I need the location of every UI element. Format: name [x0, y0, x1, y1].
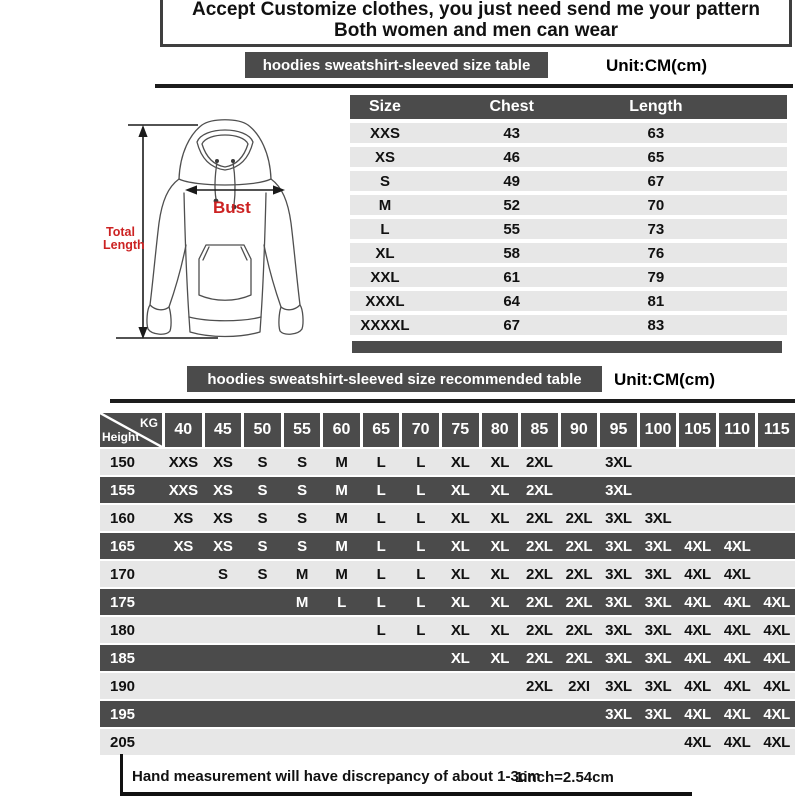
recommended-size-cell: L	[416, 593, 426, 611]
length-cell: 83	[647, 316, 665, 334]
size-chart-table	[350, 95, 787, 339]
recommended-size-cell: 4XL	[684, 565, 711, 583]
recommended-size-cell: XS	[213, 453, 233, 471]
chest-cell: 67	[503, 316, 521, 334]
recommended-size-cell: 3XL	[644, 537, 672, 555]
recommended-size-cell: XS	[213, 537, 233, 555]
recommended-size-cell: 4XL	[723, 705, 751, 723]
recommended-size-cell: L	[416, 509, 426, 527]
recommended-size-cell: 4XL	[723, 677, 751, 695]
weight-header-cell: 105	[679, 413, 716, 447]
size-table-row	[350, 195, 787, 215]
recommended-size-cell: XS	[173, 509, 193, 527]
total-length-label-line2: Length	[103, 238, 145, 252]
size-cell: L	[380, 220, 390, 238]
recommended-size-cell: M	[295, 593, 309, 611]
recommended-size-cell: L	[376, 481, 386, 499]
height-cell: 175	[110, 593, 136, 611]
chest-cell: 64	[503, 292, 521, 310]
length-cell: 81	[647, 292, 665, 310]
recommended-size-cell: 2XL	[565, 509, 593, 527]
height-cell: 195	[110, 705, 136, 723]
recommended-size-cell: L	[376, 509, 386, 527]
divider-line-2	[110, 399, 795, 403]
recommended-size-cell: L	[416, 481, 426, 499]
inch-conversion-note: 1inch=2.54cm	[515, 769, 614, 786]
height-cell: 180	[110, 621, 136, 639]
length-cell: 76	[647, 244, 665, 262]
recommended-size-cell: M	[335, 565, 348, 583]
total-length-label-line1: Total	[106, 225, 135, 239]
recommended-size-cell: 3XL	[605, 593, 632, 611]
recommended-size-cell: 3XL	[644, 649, 672, 667]
weight-header-cell: 115	[758, 413, 795, 447]
weight-header-cell: 45	[205, 413, 242, 447]
chest-cell: 46	[503, 148, 521, 166]
recommended-size-cell: 2XL	[565, 593, 593, 611]
recommended-size-cell: S	[297, 509, 307, 527]
weight-header-cell: 90	[561, 413, 598, 447]
recommended-size-cell: 3XL	[605, 481, 632, 499]
recommended-size-cell: M	[335, 509, 348, 527]
recommended-size-cell: S	[257, 481, 268, 499]
recommended-size-cell: 3XL	[644, 677, 672, 695]
length-cell: 79	[647, 268, 665, 286]
recommended-size-cell: 4XL	[684, 733, 711, 751]
size-table-row	[350, 123, 787, 143]
recommended-size-cell: 3XL	[644, 593, 672, 611]
height-cell: 160	[110, 509, 136, 527]
weight-header-cell: 110	[719, 413, 756, 447]
recommended-size-cell: 3XL	[605, 705, 632, 723]
recommended-size-cell: 4XL	[763, 677, 791, 695]
recommended-table-header-row	[100, 413, 795, 447]
bust-label: Bust	[213, 198, 251, 217]
recommended-size-cell: 4XL	[723, 621, 751, 639]
recommended-table-row	[100, 617, 795, 643]
recommended-size-cell: 3XL	[605, 537, 632, 555]
recommended-table-row	[100, 477, 795, 503]
length-cell: 70	[647, 196, 665, 214]
customize-notice-box	[160, 0, 792, 47]
recommended-size-cell: XL	[490, 565, 510, 583]
recommended-size-cell: XL	[490, 481, 510, 499]
weight-header-cell: 100	[640, 413, 677, 447]
hoodie-illustration-icon	[100, 95, 350, 355]
weight-header-cell: 95	[600, 413, 637, 447]
size-table-header-row	[350, 95, 787, 119]
length-cell: 67	[647, 172, 665, 190]
recommended-size-cell: 4XL	[723, 593, 751, 611]
weight-header-cell: 65	[363, 413, 400, 447]
size-cell: M	[378, 196, 392, 214]
recommended-size-cell: 4XL	[763, 705, 791, 723]
recommended-size-cell: 3XL	[605, 649, 632, 667]
height-cell: 150	[110, 453, 136, 471]
size-cell: XL	[375, 244, 395, 262]
recommended-size-cell: 2XL	[526, 593, 553, 611]
hoodie-diagram	[100, 95, 350, 355]
recommended-size-cell: 2XL	[526, 453, 553, 471]
recommended-size-cell: L	[337, 593, 346, 611]
recommended-table-row	[100, 645, 795, 671]
recommended-size-cell: XL	[490, 593, 510, 611]
recommended-size-cell: 4XL	[723, 733, 751, 751]
size-cell: S	[379, 172, 390, 190]
weight-header-cell: 40	[165, 413, 202, 447]
recommended-size-cell: S	[297, 481, 307, 499]
size-table-unit-label: Unit:CM(cm)	[606, 56, 708, 75]
length-cell: 65	[647, 148, 665, 166]
recommended-table-row	[100, 673, 795, 699]
recommended-size-cell: XL	[490, 453, 510, 471]
height-cell: 205	[110, 733, 136, 751]
recommended-size-cell: XXS	[168, 481, 198, 499]
recommended-size-cell: XL	[450, 509, 470, 527]
recommended-size-cell: XL	[450, 565, 470, 583]
divider-line-1	[155, 84, 793, 88]
recommended-size-cell: S	[217, 565, 228, 583]
recommended-size-cell: 2XL	[565, 621, 593, 639]
recommended-size-cell: XL	[450, 621, 470, 639]
weight-header-cell: 70	[402, 413, 439, 447]
recommended-size-cell: L	[376, 565, 386, 583]
recommended-size-cell: 3XL	[644, 705, 672, 723]
recommended-size-cell: L	[376, 537, 386, 555]
size-table-row	[350, 243, 787, 263]
recommended-table-row	[100, 561, 795, 587]
recommended-size-cell: 2XL	[565, 565, 593, 583]
recommended-size-cell: XL	[450, 481, 470, 499]
weight-header-cell: 80	[482, 413, 519, 447]
size-table-row	[350, 291, 787, 311]
chest-column-header: Chest	[489, 98, 534, 115]
recommended-size-cell: 4XL	[723, 565, 751, 583]
corner-kg-label: KG	[140, 416, 158, 430]
recommended-table-row	[100, 701, 795, 727]
chest-cell: 52	[503, 196, 521, 214]
chest-cell: 61	[503, 268, 521, 286]
size-table-title-bar: hoodies sweatshirt-sleeved size table	[245, 52, 548, 78]
recommended-size-cell: 3XL	[644, 509, 672, 527]
height-cell: 170	[110, 565, 136, 583]
size-cell: XXXL	[365, 292, 405, 310]
recommended-size-cell: 4XL	[723, 649, 751, 667]
recommended-size-cell: 3XL	[605, 565, 632, 583]
recommended-size-cell: 2XL	[526, 677, 553, 695]
weight-header-cell: 55	[284, 413, 321, 447]
recommended-table-row	[100, 505, 795, 531]
weight-header-cell: 75	[442, 413, 479, 447]
recommended-size-cell: L	[376, 593, 386, 611]
recommended-table-row	[100, 533, 795, 559]
recommended-size-cell: S	[257, 537, 268, 555]
chest-cell: 43	[503, 124, 521, 142]
recommended-size-cell: XL	[450, 649, 470, 667]
size-table-row	[350, 147, 787, 167]
recommended-size-cell: 2XL	[565, 537, 593, 555]
chest-cell: 58	[503, 244, 521, 262]
recommended-table-unit-label: Unit:CM(cm)	[614, 370, 716, 389]
recommended-size-cell: 4XL	[763, 593, 791, 611]
recommended-size-cell: 2XL	[526, 481, 553, 499]
notice-line1: Accept Customize clothes, you just need send me your pattern	[191, 0, 760, 20]
corner-height-label: Height	[102, 430, 140, 444]
recommended-size-cell: 3XL	[605, 677, 632, 695]
recommended-table-body	[100, 449, 795, 755]
recommended-size-cell: XL	[450, 453, 470, 471]
recommended-size-cell: 3XL	[605, 453, 632, 471]
recommended-size-cell: L	[416, 453, 426, 471]
recommended-size-cell: M	[335, 481, 348, 499]
recommended-size-cell: 2XI	[568, 677, 590, 695]
footer-left-border	[120, 754, 123, 796]
recommended-size-cell: 3XL	[605, 621, 632, 639]
recommended-size-cell: 2XL	[526, 509, 553, 527]
recommended-size-cell: 4XL	[684, 705, 711, 723]
recommended-size-cell: S	[297, 453, 307, 471]
height-cell: 165	[110, 537, 136, 555]
length-cell: 63	[647, 124, 665, 142]
size-cell: XXXXL	[360, 316, 410, 334]
recommended-size-cell: 2XL	[526, 537, 553, 555]
height-cell: 185	[110, 649, 136, 667]
recommended-size-cell: M	[295, 565, 309, 583]
kg-height-corner-cell	[100, 413, 162, 447]
recommended-size-cell: 3XL	[644, 621, 672, 639]
weight-header-cell: 85	[521, 413, 558, 447]
recommended-size-cell: XS	[213, 509, 233, 527]
length-column-header: Length	[629, 98, 683, 115]
size-table-row	[350, 315, 787, 335]
height-cell: 190	[110, 677, 136, 695]
recommended-size-cell: L	[376, 453, 386, 471]
recommended-size-cell: XL	[490, 649, 510, 667]
recommended-size-cell: S	[257, 509, 268, 527]
size-table-row	[350, 171, 787, 191]
recommended-size-cell: 4XL	[684, 649, 711, 667]
recommended-size-cell: XXS	[168, 453, 198, 471]
recommended-size-cell: 4XL	[723, 537, 751, 555]
recommended-size-cell: XL	[490, 537, 510, 555]
recommended-size-cell: 4XL	[763, 733, 791, 751]
size-column-header: Size	[368, 98, 401, 115]
weight-header-cell: 50	[244, 413, 281, 447]
height-cell: 155	[110, 481, 136, 499]
recommended-size-cell: XL	[450, 593, 470, 611]
recommended-size-cell: 4XL	[684, 593, 711, 611]
recommended-size-cell: 4XL	[684, 677, 711, 695]
recommended-size-cell: 3XL	[644, 565, 672, 583]
measurement-discrepancy-note: Hand measurement will have discrepancy of about 1-3cm	[132, 768, 541, 785]
length-cell: 73	[647, 220, 665, 238]
recommended-size-table	[100, 413, 795, 755]
size-cell: XXL	[370, 268, 400, 286]
recommended-table-row	[100, 729, 795, 755]
recommended-size-cell: XL	[450, 537, 470, 555]
size-table-end-bar	[352, 341, 782, 353]
recommended-size-cell: XS	[213, 481, 233, 499]
recommended-size-cell: M	[335, 453, 348, 471]
recommended-size-cell: 2XL	[526, 565, 553, 583]
recommended-size-cell: S	[257, 453, 268, 471]
recommended-size-cell: 4XL	[684, 621, 711, 639]
recommended-table-row	[100, 449, 795, 475]
size-table-body	[350, 123, 787, 335]
recommended-size-cell: 4XL	[684, 537, 711, 555]
recommended-size-cell: 3XL	[605, 509, 632, 527]
recommended-size-cell: XL	[490, 509, 510, 527]
recommended-size-cell: S	[297, 537, 307, 555]
recommended-size-cell: M	[335, 537, 348, 555]
recommended-size-cell: 4XL	[763, 621, 791, 639]
recommended-size-cell: L	[376, 621, 386, 639]
recommended-size-cell: 2XL	[526, 649, 553, 667]
recommended-table-row	[100, 589, 795, 615]
size-cell: XXS	[369, 124, 400, 142]
size-cell: XS	[374, 148, 395, 166]
size-table-row	[350, 267, 787, 287]
recommended-size-cell: 4XL	[763, 649, 791, 667]
recommended-size-cell: L	[416, 565, 426, 583]
recommended-table-title-bar: hoodies sweatshirt-sleeved size recommended table	[187, 366, 602, 392]
recommended-size-cell: XS	[173, 537, 193, 555]
chest-cell: 55	[503, 220, 521, 238]
recommended-size-cell: S	[257, 565, 268, 583]
chest-cell: 49	[503, 172, 521, 190]
recommended-size-cell: L	[416, 621, 426, 639]
recommended-size-cell: L	[416, 537, 426, 555]
recommended-size-cell: XL	[490, 621, 510, 639]
weight-header-cell: 60	[323, 413, 360, 447]
footer-bottom-border	[120, 792, 692, 796]
notice-line2: Both women and men can wear	[334, 20, 618, 41]
recommended-size-cell: 2XL	[565, 649, 593, 667]
recommended-size-cell: 2XL	[526, 621, 553, 639]
size-table-row	[350, 219, 787, 239]
